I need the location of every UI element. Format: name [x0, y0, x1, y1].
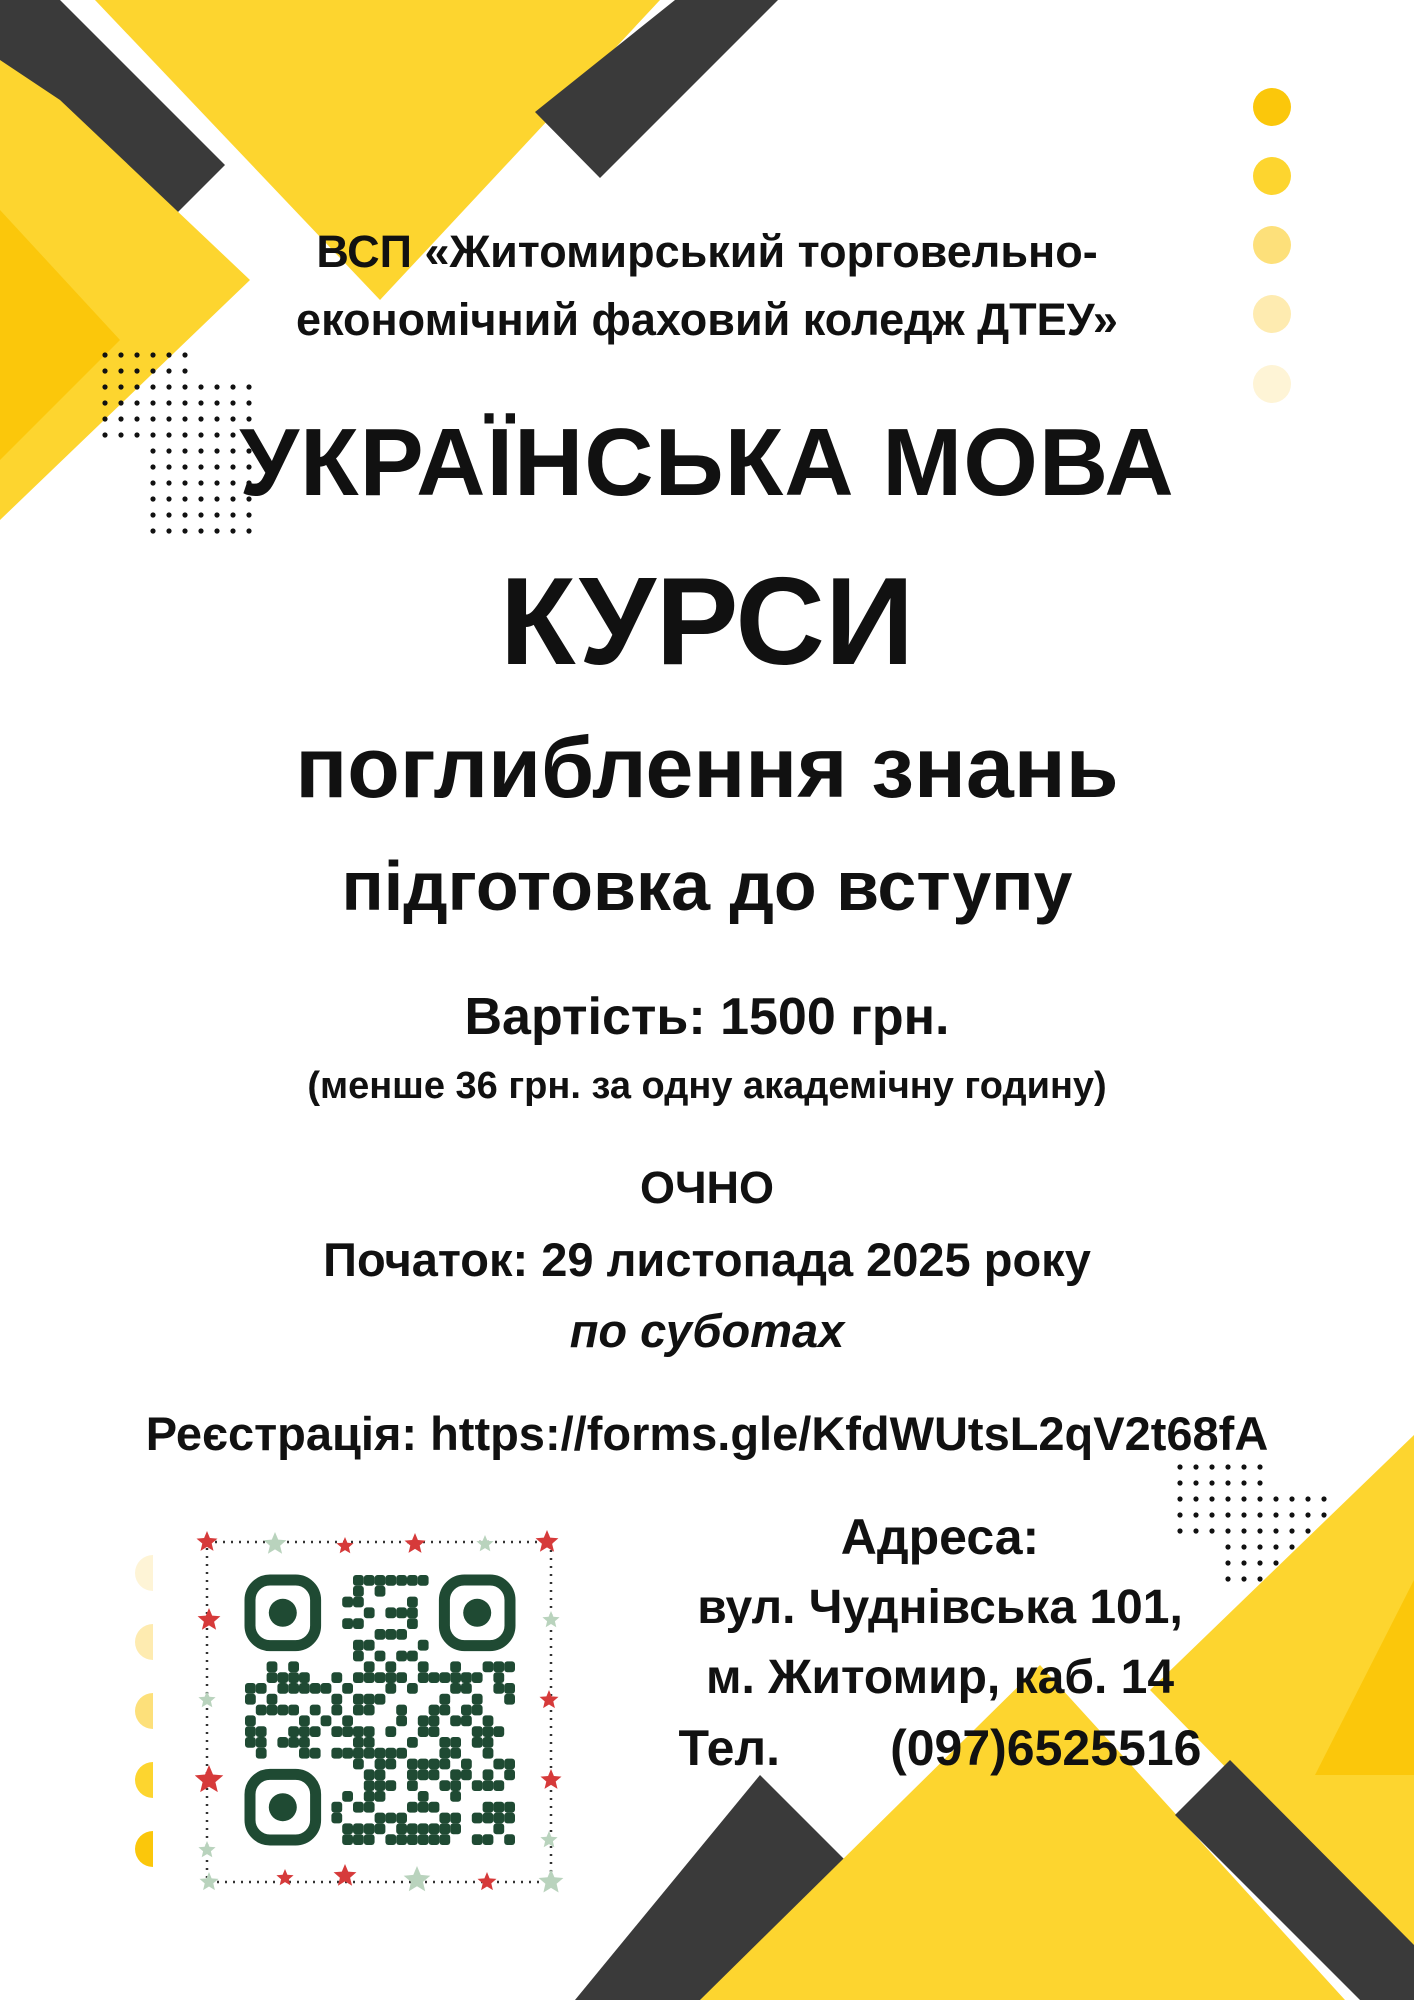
- address-street: вул. Чуднівська 101,: [697, 1581, 1183, 1634]
- phone-number[interactable]: (097)6525516: [890, 1720, 1202, 1776]
- phone-label: Тел.: [678, 1720, 781, 1776]
- registration-link[interactable]: Реєстрація: https://forms.gle/KfdWUtsL2qV2t68fA: [145, 1407, 1269, 1460]
- course-subject: УКРАЇНСЬКА МОВА: [239, 409, 1175, 516]
- organization-name: [0, 218, 1414, 354]
- organization-line-2: економічний фаховий коледж ДТЕУ»: [296, 294, 1118, 345]
- organization-line-1: ВСП «Житомирський торговельно-: [316, 226, 1098, 277]
- address-heading: Адреса:: [840, 1509, 1040, 1565]
- price-note: (менше 36 грн. за одну академічну годину): [307, 1065, 1107, 1107]
- schedule: по суботах: [569, 1304, 845, 1357]
- course-kind-title: КУРСИ: [499, 553, 915, 691]
- start-date: Початок: 29 листопада 2025 року: [323, 1233, 1091, 1286]
- course-format: ОЧНО: [639, 1162, 775, 1213]
- address-city-room: м. Житомир, каб. 14: [705, 1651, 1175, 1704]
- address-phone-line: [660, 1716, 1220, 1780]
- course-purpose-1: поглиблення знань: [295, 720, 1119, 816]
- course-price: Вартість: 1500 грн.: [464, 988, 950, 1046]
- qr-modules: [245, 1575, 515, 1845]
- qr-code-icon[interactable]: [195, 1530, 565, 1896]
- course-purpose-2: підготовка до вступу: [341, 847, 1073, 925]
- bottom-left-half-dots: [135, 1555, 153, 1867]
